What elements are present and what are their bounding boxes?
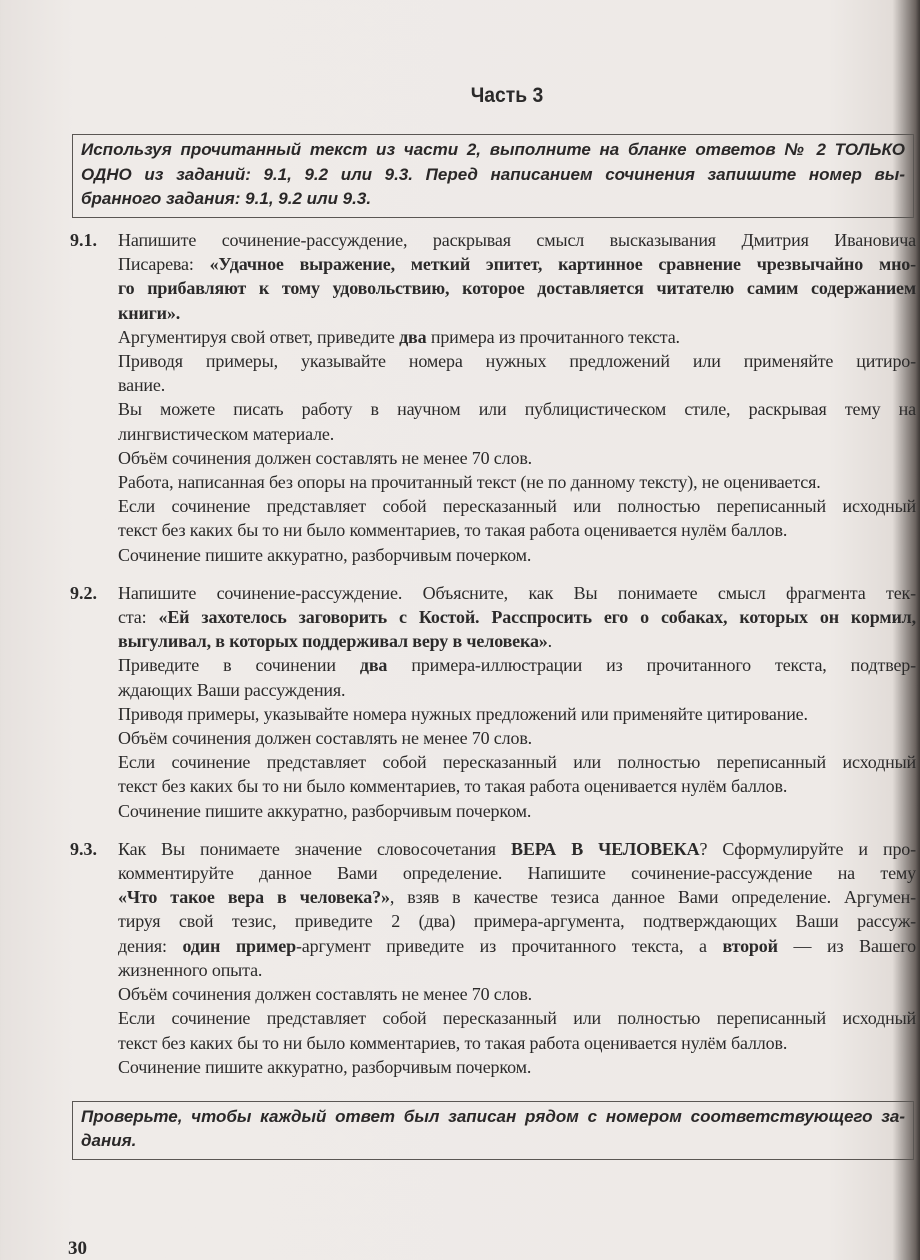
text: Если сочинение представляет собой пересказанный или полностью переписанный исходный [118, 496, 916, 517]
text: вание. [118, 375, 166, 396]
text: Работа, написанная без опоры на прочитанный текст (не по данному тексту), не оценивается. [118, 472, 821, 493]
text-line [118, 422, 916, 446]
text: лингвистическом материале. [118, 423, 335, 444]
page-number: 30 [68, 1237, 87, 1259]
bold-text: два [359, 655, 388, 676]
task-number: 9.1. [70, 230, 97, 250]
text-line [118, 252, 916, 276]
text: , взяв в качестве тезиса данное Вами определение. Аргумен- [389, 887, 917, 908]
text: Объём сочинения должен составлять не менее 70 слов. [118, 447, 533, 468]
bold-text: два [399, 326, 427, 347]
task-9-1 [70, 228, 916, 567]
check-note-line: Проверьте, чтобы каждый ответ был записан рядом с номером соответствующего за- [81, 1106, 905, 1126]
bold-text: ВЕРА В ЧЕЛОВЕКА [511, 838, 700, 859]
instruction-line: Используя прочитанный текст из части 2, выполните на бланке ответов № 2 ТОЛЬКО [81, 140, 905, 159]
text: примера из прочитанного текста. [426, 326, 680, 347]
text: ждающих Ваши рассуждения. [118, 679, 346, 700]
text-line [118, 494, 916, 518]
bold-text: второй [722, 935, 778, 956]
text: Как Вы понимаете значение словосочетания [118, 838, 512, 859]
text-line [118, 325, 916, 349]
text: Сочинение пишите аккуратно, разборчивым почерком. [118, 544, 532, 565]
task-number: 9.2. [70, 582, 97, 603]
text: Приводя примеры, указывайте номера нужных предложений или применяйте цитирование. [118, 703, 808, 724]
text: Сочинение пишите аккуратно, разборчивым почерком. [118, 1056, 532, 1077]
text-line [118, 373, 916, 397]
text-line [118, 276, 916, 300]
bold-text: один пример [182, 935, 296, 956]
text-line [118, 470, 916, 494]
text-line [118, 958, 916, 982]
text: примера-иллюстрации из прочитанного текста, подтвер- [387, 655, 916, 676]
text-line [118, 543, 916, 567]
bold-text: выгуливал, в которых поддерживал веру в человека» [118, 631, 548, 652]
text-line [118, 934, 916, 958]
text-line [118, 774, 916, 798]
text-line [118, 702, 916, 726]
text-line [118, 653, 916, 677]
text-line [118, 837, 916, 861]
text-line [118, 349, 916, 373]
text: текст без каких бы то ни было комментариев, то такая работа оценивается нулём баллов. [118, 776, 788, 797]
text-line [118, 518, 916, 542]
text: дения: [118, 935, 183, 956]
text-line [118, 629, 916, 653]
instruction-line: бранного задания: 9.1, 9.2 или 9.3. [81, 189, 372, 208]
text-line [118, 982, 916, 1006]
text: текст без каких бы то ни было комментариев, то такая работа оценивается нулём баллов. [118, 1032, 788, 1053]
text-line [118, 799, 916, 823]
text-line [118, 861, 916, 885]
task-9-3 [70, 837, 916, 1079]
task-9-2 [70, 581, 916, 823]
text-line [118, 1031, 916, 1055]
text-line [118, 397, 916, 421]
instruction-line: ОДНО из заданий: 9.1, 9.2 или 9.3. Перед написанием сочинения запишите номер вы- [81, 164, 905, 184]
check-note-line: дания. [81, 1131, 137, 1151]
text-line [118, 605, 916, 629]
text-line [118, 446, 916, 470]
text-line [118, 909, 916, 933]
text: Приведите в сочинении [118, 655, 360, 676]
text: Если сочинение представляет собой пересказанный или полностью переписанный исходный [118, 752, 916, 773]
text: — из Вашего [777, 935, 916, 956]
text: . [547, 631, 553, 652]
text: Напишите сочинение-рассуждение. Объясните, как Вы понимаете смысл фрагмента тек- [118, 582, 916, 603]
text: Вы можете писать работу в научном или публицистическом стиле, раскрывая тему на [118, 399, 916, 420]
text: текст без каких бы то ни было комментариев, то такая работа оценивается нулём баллов. [118, 520, 788, 541]
text-line [118, 885, 916, 909]
bold-text: го прибавляют к тому удовольствию, которое доставляется читателю самим содержанием [118, 278, 916, 299]
text-line [118, 678, 916, 702]
bold-text: «Что такое вера в человека?» [118, 887, 390, 908]
text: Сочинение пишите аккуратно, разборчивым почерком. [118, 800, 532, 821]
bold-text: книги». [118, 302, 181, 323]
text-line [118, 750, 916, 774]
text: Объём сочинения должен составлять не менее 70 слов. [118, 984, 533, 1005]
text-line [118, 228, 916, 252]
text: Объём сочинения должен составлять не менее 70 слов. [118, 728, 533, 749]
check-note-box [72, 1101, 914, 1160]
text: Аргументируя свой ответ, приведите [118, 326, 400, 347]
bold-text: «Ей захотелось заговорить с Костой. Расспросить его о собаках, которых он кормил, [158, 607, 916, 628]
text-line [118, 726, 916, 750]
text: Приводя примеры, указывайте номера нужных предложений или применяйте цитиро- [118, 351, 916, 372]
text: ? Сформулируйте и про- [699, 838, 917, 859]
text: Напишите сочинение-рассуждение, раскрывая смысл высказывания Дмитрия Ивановича [118, 230, 916, 250]
text: тируя свой тезис, приведите 2 (два) примера-аргумента, подтверждающих Ваши рассуж- [118, 911, 916, 932]
text-line [118, 301, 916, 325]
text: Писарева: [118, 254, 210, 275]
task-number: 9.3. [70, 838, 97, 859]
text: -аргумент приведите из прочитанного текста, а [295, 935, 723, 956]
bold-text: «Удачное выражение, меткий эпитет, картинное сравнение чрезвычайно мно- [209, 254, 916, 275]
text: жизненного опыта. [118, 959, 263, 980]
text-line [118, 581, 916, 605]
page-body [70, 228, 916, 1260]
task-list [70, 228, 916, 1079]
instruction-box [72, 134, 914, 218]
text-line [118, 1055, 916, 1079]
section-title: Часть 3 [470, 84, 544, 107]
text: Если сочинение представляет собой пересказанный или полностью переписанный исходный [118, 1008, 916, 1029]
text: ста: [118, 607, 159, 628]
text: комментируйте данное Вами определение. Напишите сочинение-рассуждение на тему [118, 863, 916, 884]
text-line [118, 1006, 916, 1030]
